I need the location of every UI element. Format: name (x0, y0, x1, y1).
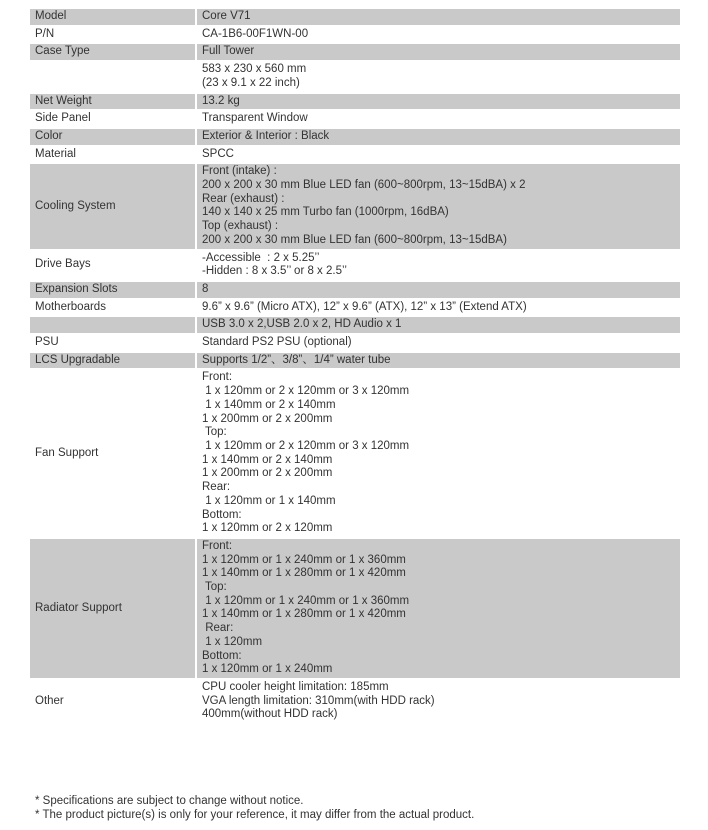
spec-value (195, 44, 680, 60)
spec-value-line: Rear: (202, 622, 234, 635)
spec-value-line: CPU cooler height limitation: 185mm (202, 680, 389, 693)
spec-label: Radiator Support (30, 539, 195, 678)
row-psu (30, 335, 680, 351)
row-case-type (30, 44, 680, 60)
spec-value-line: Rear: (202, 481, 231, 494)
spec-value-line: 1 x 120mm or 1 x 240mm or 1 x 360mm (202, 594, 410, 607)
spec-value-line: 1 x 200mm or 2 x 200mm (202, 412, 333, 425)
spec-value-line: 9.6” x 9.6” (Micro ATX), 12” x 9.6” (ATX), 12” x 13” (Extend ATX) (202, 300, 527, 313)
spec-value-line: 1 x 120mm or 1 x 240mm (202, 663, 333, 676)
spec-value-line: 1 x 120mm or 2 x 120mm or 3 x 120mm (202, 385, 410, 398)
spec-value-line: 1 x 120mm (202, 635, 263, 648)
spec-value-line: CA-1B6-00F1WN-00 (202, 27, 309, 40)
spec-value-line: -Accessible : 2 x 5.25’’ (202, 251, 320, 264)
spec-value-line: 1 x 120mm or 2 x 120mm or 3 x 120mm (202, 439, 410, 452)
spec-value (195, 353, 680, 369)
spec-value-line: Rear (exhaust) : (202, 192, 285, 205)
spec-value-line: Core V71 (202, 10, 251, 22)
spec-value-line: 1 x 140mm or 2 x 140mm (202, 453, 333, 466)
spec-value-line: 8 (202, 282, 209, 295)
spec-value-line: Top: (202, 581, 227, 594)
spec-value (195, 147, 680, 163)
spec-value-line: 1 x 140mm or 1 x 280mm or 1 x 420mm (202, 608, 406, 621)
row-motherboards (30, 300, 680, 316)
spec-value-line: -Hidden : 8 x 3.5’’ or 8 x 2.5’’ (202, 265, 347, 278)
spec-table-body (30, 9, 680, 723)
spec-value (195, 282, 680, 298)
spec-value-line: Top: (202, 426, 227, 439)
spec-label: PSU (30, 335, 195, 351)
spec-value (195, 539, 680, 678)
spec-label: Expansion Slots (30, 282, 195, 298)
spec-value (195, 251, 680, 280)
spec-label: Color (30, 129, 195, 145)
spec-value (195, 111, 680, 127)
spec-value (195, 27, 680, 43)
spec-label: Fan Support (30, 370, 195, 536)
spec-value-line: Standard PS2 PSU (optional) (202, 336, 352, 349)
spec-value-line: Front (intake) : (202, 165, 277, 178)
spec-value-line: 13.2 kg (202, 94, 240, 107)
spec-value-line: Supports 1/2”、3/8”、1/4” water tube (202, 353, 391, 366)
spec-value-line: Bottom: (202, 649, 242, 662)
row-model (30, 9, 680, 25)
spec-label: Drive Bays (30, 251, 195, 280)
row-io-ports (30, 317, 680, 333)
row-drive-bays (30, 251, 680, 280)
spec-value-line: 1 x 120mm or 2 x 120mm (202, 522, 333, 535)
spec-value-line: VGA length limitation: 310mm(with HDD rack) (202, 694, 435, 707)
spec-value-line: 400mm(without HDD rack) (202, 708, 338, 721)
row-dimension (30, 62, 680, 91)
spec-table (30, 7, 680, 725)
spec-label: Net Weight (30, 94, 195, 110)
row-lcs-upgradable (30, 353, 680, 369)
row-material (30, 147, 680, 163)
row-net-weight (30, 94, 680, 110)
spec-label: Case Type (30, 44, 195, 60)
spec-value (195, 9, 680, 25)
footnote-picture-disclaimer: * The product picture(s) is only for your reference, it may differ from the actual product. (35, 809, 475, 821)
spec-value-line: SPCC (202, 147, 234, 160)
spec-value (195, 300, 680, 316)
row-color (30, 129, 680, 145)
spec-value (195, 370, 680, 536)
spec-value-line: Transparent Window (202, 112, 308, 125)
row-expansion-slots (30, 282, 680, 298)
row-fan-support (30, 370, 680, 536)
row-other (30, 680, 680, 723)
spec-label: LCS Upgradable (30, 353, 195, 369)
spec-label: Other (30, 680, 195, 723)
spec-value (195, 62, 680, 91)
spec-value-line: Full Tower (202, 45, 255, 58)
footnotes (35, 794, 474, 822)
spec-value (195, 94, 680, 110)
spec-value (195, 680, 680, 723)
spec-value (195, 164, 680, 248)
row-side-panel (30, 111, 680, 127)
spec-label: Model (30, 9, 195, 25)
spec-value (195, 129, 680, 145)
spec-value (195, 335, 680, 351)
spec-label (30, 317, 195, 333)
spec-value-line: 583 x 230 x 560 mm (202, 63, 307, 76)
spec-label: P/N (30, 27, 195, 43)
spec-value (195, 317, 680, 333)
spec-label (30, 62, 195, 91)
spec-value-line: Top (exhaust) : (202, 220, 279, 233)
spec-value-line: Front: (202, 371, 233, 384)
footnote-change-notice: * Specifications are subject to change without notice. (35, 795, 304, 807)
spec-value-line: 1 x 140mm or 2 x 140mm (202, 398, 336, 411)
spec-value-line: Bottom: (202, 508, 242, 521)
row-cooling-system (30, 164, 680, 248)
spec-value-line: Front: (202, 539, 233, 552)
row-radiator-support (30, 539, 680, 678)
spec-value-line: 1 x 120mm or 1 x 140mm (202, 494, 336, 507)
spec-value-line: 1 x 120mm or 1 x 240mm or 1 x 360mm (202, 553, 406, 566)
spec-value-line: (23 x 9.1 x 22 inch) (202, 76, 300, 89)
spec-label: Motherboards (30, 300, 195, 316)
spec-value-line: 200 x 200 x 30 mm Blue LED fan (600~800rpm, 13~15dBA) (202, 233, 507, 246)
spec-value-line: USB 3.0 x 2,USB 2.0 x 2, HD Audio x 1 (202, 318, 402, 331)
spec-label: Material (30, 147, 195, 163)
spec-value-line: Exterior & Interior : Black (202, 129, 330, 142)
spec-value-line: 200 x 200 x 30 mm Blue LED fan (600~800rpm, 13~15dBA) x 2 (202, 179, 526, 192)
row-pn (30, 27, 680, 43)
spec-value-line: 140 x 140 x 25 mm Turbo fan (1000rpm, 16dBA) (202, 206, 449, 219)
spec-value-line: 1 x 200mm or 2 x 200mm (202, 467, 333, 480)
spec-label: Cooling System (30, 164, 195, 248)
spec-label: Side Panel (30, 111, 195, 127)
spec-value-line: 1 x 140mm or 1 x 280mm or 1 x 420mm (202, 567, 406, 580)
